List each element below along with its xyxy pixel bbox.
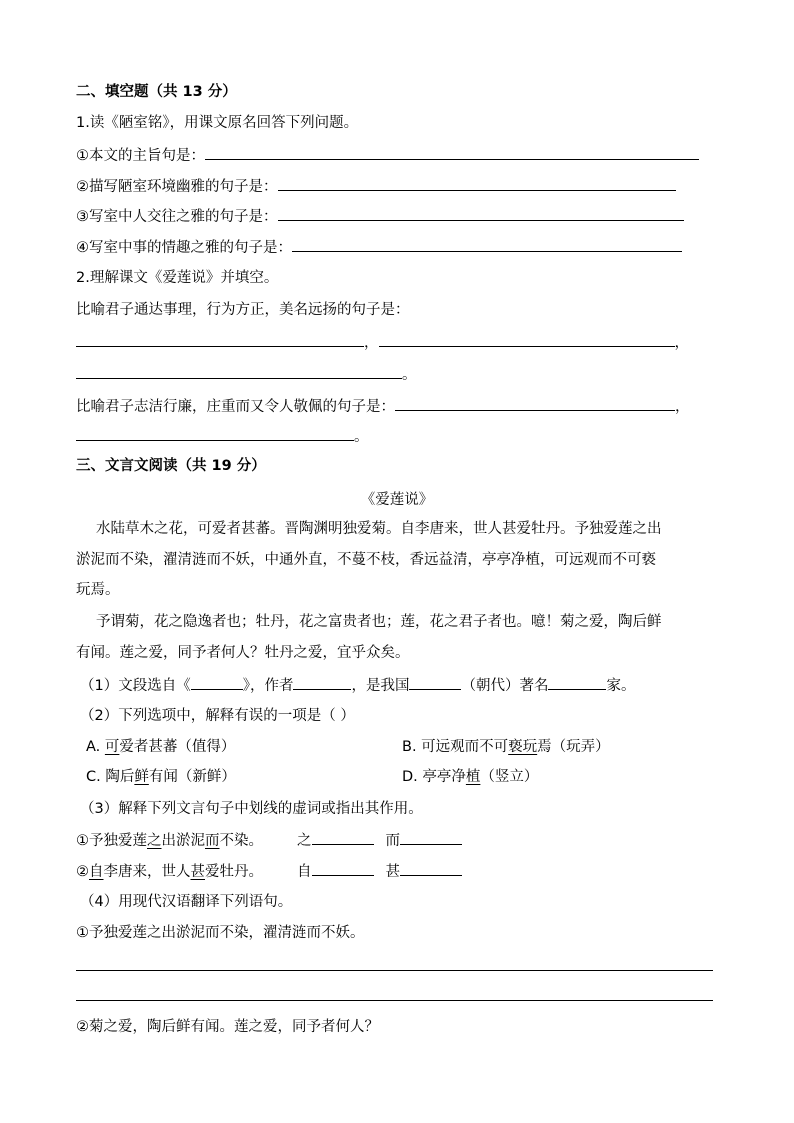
q3-1-text: （朝代）著名 — [461, 678, 549, 694]
passage-p1-line1: 水陆草木之花，可爱者甚蕃。晋陶渊明独爱菊。自李唐来，世人甚爱牡丹。予独爱莲之出 — [96, 521, 662, 537]
q3-3-sentence-2 — [76, 861, 462, 882]
q2-b-answer-line — [76, 426, 369, 447]
passage-title: 《爱莲说》 — [360, 492, 434, 508]
q3-1-text: ，是我国 — [351, 678, 410, 694]
period: 。 — [402, 367, 417, 383]
q2-b-prompt: 比喻君子志洁行廉，庄重而又令人敬佩的句子是： — [76, 399, 395, 415]
blank-label: 之 — [297, 833, 312, 849]
sentence-text: 不染。 — [219, 833, 263, 849]
underlined-word: 而 — [205, 833, 220, 849]
option-a-text: A. — [86, 739, 105, 755]
answer-blank[interactable] — [191, 675, 243, 690]
answer-blank[interactable] — [278, 206, 684, 221]
q1-item-2-label: ②描写陋室环境幽雅的句子是： — [76, 179, 278, 195]
sentence-text: 出淤泥 — [161, 833, 205, 849]
option-c-underlined: 鲜 — [134, 769, 149, 785]
option-d-text: D. 亭亭净 — [402, 769, 466, 785]
option-c[interactable] — [86, 767, 236, 787]
question-1-prompt: 1.读《陋室铭》，用课文原名回答下列问题。 — [76, 115, 359, 131]
answer-blank[interactable] — [76, 332, 364, 347]
answer-blank[interactable] — [76, 426, 354, 441]
underlined-word: 之 — [147, 833, 162, 849]
q1-item-3-label: ③写室中人交往之雅的句子是： — [76, 209, 278, 225]
q3-4-sentence-2: ②菊之爱，陶后鲜有闻。莲之爱，同予者何人？ — [76, 1019, 379, 1035]
question-2-prompt: 2.理解课文《爱莲说》并填空。 — [76, 270, 279, 286]
underlined-word: 甚 — [190, 864, 205, 880]
q3-1-text: 》，作者 — [242, 678, 294, 694]
q3-4-sentence-1: ①予独爱莲之出淤泥而不染，濯清涟而不妖。 — [76, 925, 365, 941]
sentence-text: 爱牡丹。 — [205, 864, 263, 880]
q1-item-1 — [76, 145, 699, 166]
answer-blank[interactable] — [395, 396, 675, 411]
answer-line[interactable] — [76, 1000, 713, 1001]
option-c-text: C. 陶后 — [86, 769, 135, 785]
underlined-word: 自 — [89, 864, 104, 880]
q1-item-2 — [76, 176, 676, 197]
answer-blank[interactable] — [379, 332, 675, 347]
passage-p1-line3: 玩焉。 — [76, 582, 120, 598]
comma: ， — [675, 399, 690, 415]
q3-1-line — [80, 675, 635, 696]
sentence-text: ② — [76, 864, 89, 880]
option-d[interactable] — [402, 767, 538, 787]
answer-blank[interactable] — [400, 861, 462, 876]
answer-blank[interactable] — [278, 176, 676, 191]
blank-label: 而 — [385, 833, 400, 849]
answer-blank[interactable] — [548, 675, 606, 690]
period: 。 — [354, 429, 369, 445]
option-a-underlined: 可 — [104, 739, 120, 755]
q3-3-sentence-1 — [76, 830, 462, 851]
q1-item-1-label: ①本文的主旨句是： — [76, 148, 205, 164]
comma: ， — [364, 335, 379, 351]
passage-p2-line1: 予谓菊，花之隐逸者也；牡丹，花之富贵者也；莲，花之君子者也。噫！菊之爱，陶后鲜 — [96, 614, 662, 630]
q2-a-answer-line-1 — [76, 332, 689, 353]
section-heading-reading: 三、文言文阅读（共 19 分） — [76, 458, 266, 474]
option-b-underlined: 亵玩 — [508, 739, 538, 755]
option-c-text: 有闻（新鲜） — [148, 769, 236, 785]
q1-item-3 — [76, 206, 684, 227]
q2-a-answer-line-2 — [76, 364, 417, 385]
q1-item-4-label: ④写室中事的情趣之雅的句子是： — [76, 240, 292, 256]
answer-blank[interactable] — [292, 237, 682, 252]
answer-line[interactable] — [76, 970, 713, 971]
option-b[interactable] — [402, 737, 610, 757]
answer-blank[interactable] — [409, 675, 461, 690]
answer-blank[interactable] — [312, 830, 374, 845]
q3-3-prompt: （3）解释下列文言句子中划线的虚词或指出其作用。 — [80, 801, 423, 817]
q3-2-prompt: （2）下列选项中，解释有误的一项是（ ） — [80, 708, 355, 724]
section-heading-fill-blank: 二、填空题（共 13 分） — [76, 84, 237, 100]
option-b-text: B. 可远观而不可 — [402, 739, 509, 755]
q3-1-text: 家。 — [606, 678, 636, 694]
q3-4-prompt: （4）用现代汉语翻译下列语句。 — [80, 894, 293, 910]
passage-p2-line2: 有闻。莲之爱，同予者何人？牡丹之爱，宜乎众矣。 — [76, 645, 410, 661]
q1-item-4 — [76, 237, 682, 258]
q2-a-prompt: 比喻君子通达事理，行为方正，美名远扬的句子是： — [76, 302, 410, 318]
answer-blank[interactable] — [312, 861, 374, 876]
answer-blank[interactable] — [205, 145, 699, 160]
option-b-text: 焉（玩弄） — [537, 739, 610, 755]
sentence-text: ①予独爱莲 — [76, 833, 147, 849]
answer-blank[interactable] — [400, 830, 462, 845]
answer-blank[interactable] — [76, 364, 402, 379]
passage-p1-line2: 淤泥而不染，濯清涟而不妖，中通外直，不蔓不枝，香远益清，亭亭净植，可远观而不可亵 — [76, 552, 656, 568]
sentence-text: 李唐来，世人 — [103, 864, 191, 880]
blank-label: 自 — [297, 864, 312, 880]
option-a[interactable] — [86, 737, 235, 757]
comma: ， — [674, 335, 689, 351]
option-d-text: （竖立） — [480, 769, 539, 785]
blank-label: 甚 — [385, 864, 400, 880]
q3-1-text: （1）文段选自《 — [80, 678, 191, 694]
option-d-underlined: 植 — [465, 769, 481, 785]
option-a-text: 爱者甚蕃（值得） — [119, 739, 236, 755]
answer-blank[interactable] — [293, 675, 351, 690]
q2-b-prompt-line — [76, 396, 690, 417]
